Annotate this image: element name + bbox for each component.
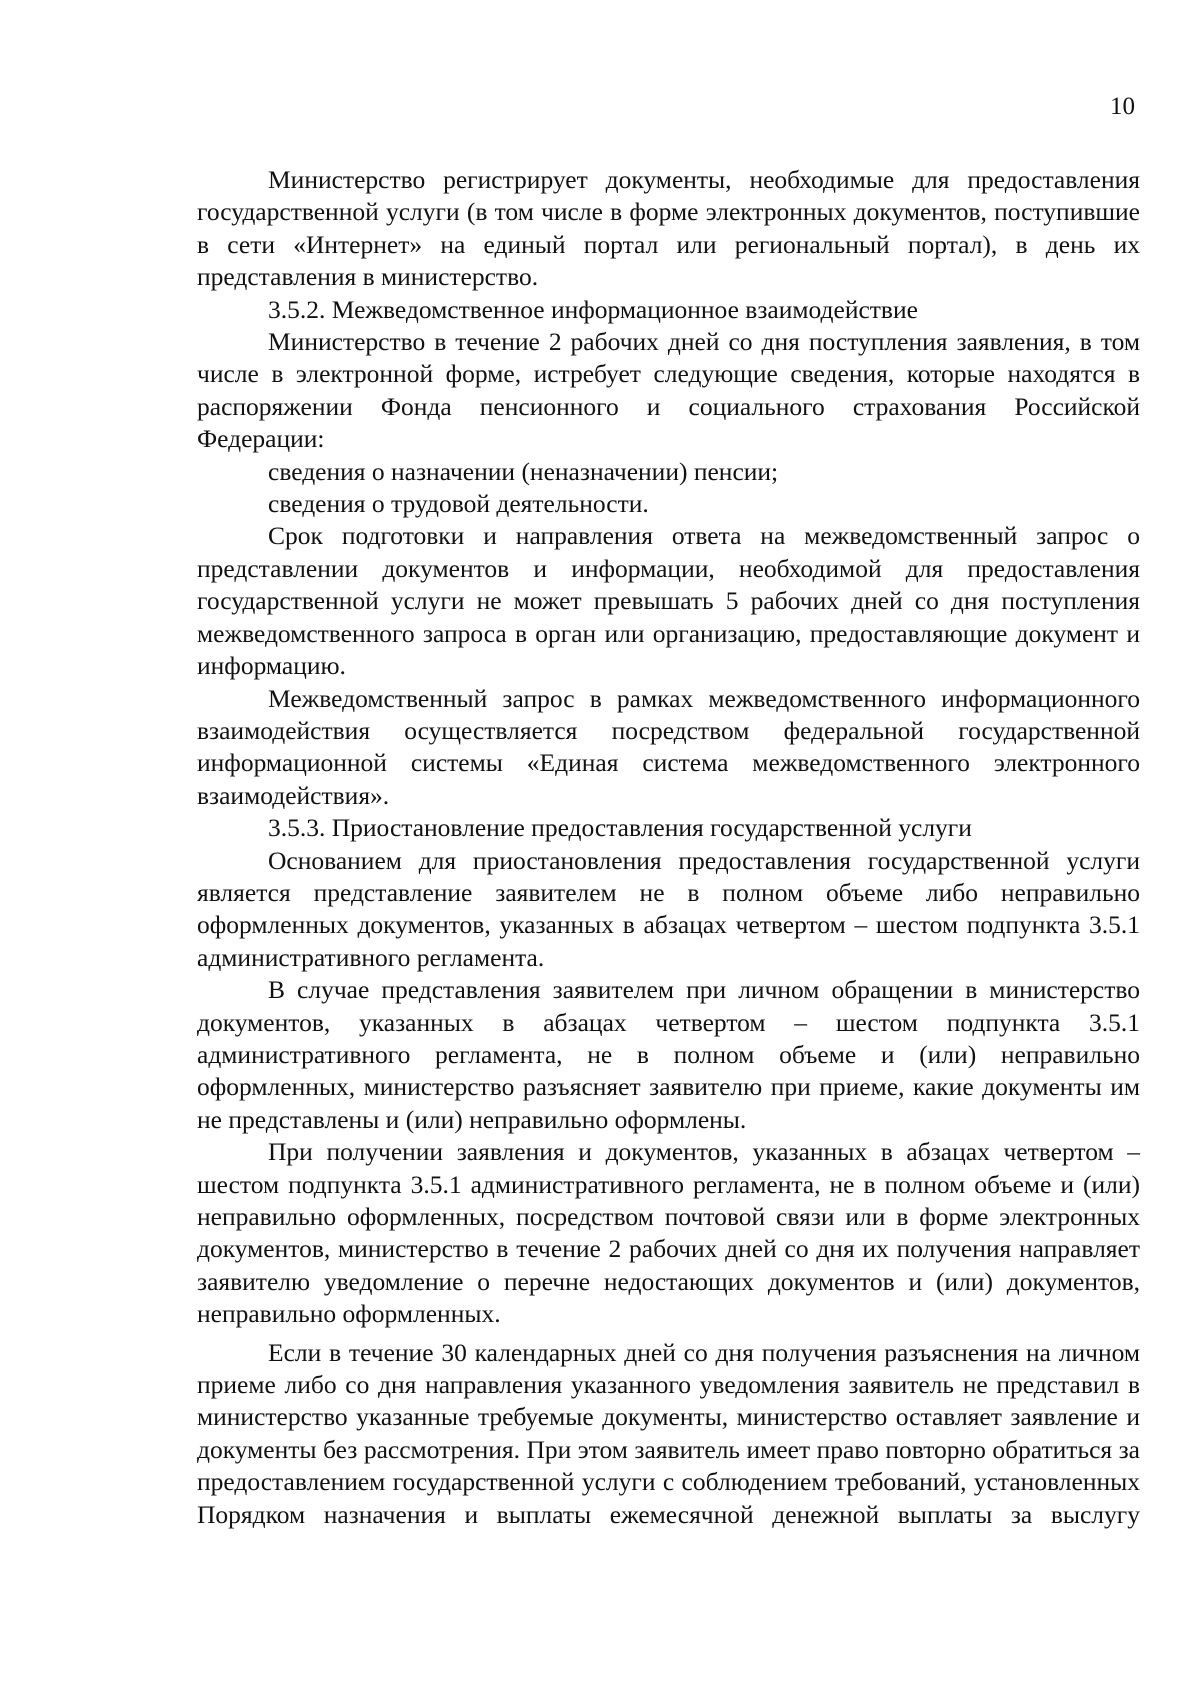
document-body	[197, 164, 1140, 1531]
page-number: 10	[1110, 93, 1135, 120]
paragraph-response-deadline: Срок подготовки и направления ответа на межведомственный запрос о представлении документов и информации, необходимой для предоставления государственной услуги не может превышать 5 рабочих дней со дня поступления межведомственного запроса в орган или организацию, предоставляющие документ и информацию.	[197, 521, 1140, 681]
paragraph-postal-electronic: При получении заявления и документов, указанных в абзацах четвертом – шестом подпункта 3.5.1 административного регламента, не в полном объеме и (или) неправильно оформленных, посредством почтовой связи или в форме электронных документов, министерство в течение 2 рабочих дней со дня их получения направляет заявителю уведомление о перечне недостающих документов и (или) документов, неправильно оформленных.	[197, 1137, 1140, 1329]
list-item-pension-info: сведения о назначении (неназначении) пенсии;	[268, 456, 779, 486]
section-heading-3-5-3: 3.5.3. Приостановление предоставления государственной услуги	[268, 813, 972, 843]
paragraph-personal-visit: В случае представления заявителем при личном обращении в министерство документов, указанных в абзацах четвертом – шестом подпункта 3.5.1 административного регламента, не в полном объеме и (или) неправильно оформленных, министерство разъясняет заявителю при приеме, какие документы им не представлены и (или) неправильно оформлены.	[197, 975, 1140, 1134]
paragraph-smev-system: Межведомственный запрос в рамках межведомственного информационного взаимодействия осуществляется посредством федеральной государственной информационной системы «Единая система межведомственного электронного взаимодействия».	[197, 683, 1140, 810]
section-heading-3-5-2: 3.5.2. Межведомственное информационное взаимодействие	[268, 294, 918, 324]
paragraph-30-days: Если в течение 30 календарных дней со дня получения разъяснения на личном приеме либо со дня направления указанного уведомления заявитель не представил в министерство указанные требуемые документы, министерство оставляет заявление и документы без рассмотрения. При этом заявитель имеет право повторно обратиться за предоставлением государственной услуги с соблюдением требований, установленных Порядком назначения и выплаты ежемесячной денежной выплаты за выслугу	[197, 1337, 1140, 1529]
paragraph-registration: Министерство регистрирует документы, необходимые для предоставления государственной услуги (в том числе в форме электронных документов, поступившие в сети «Интернет» на единый портал или региональный портал), в день их представления в министерство.	[197, 165, 1140, 292]
list-item-labor-info: сведения о трудовой деятельности.	[268, 489, 649, 519]
paragraph-suspension-grounds: Основанием для приостановления предоставления государственной услуги является представление заявителем не в полном объеме либо неправильно оформленных документов, указанных в абзацах четвертом – шестом подпункта 3.5.1 административного регламента.	[197, 845, 1140, 972]
paragraph-interagency-request: Министерство в течение 2 рабочих дней со дня поступления заявления, в том числе в электронной форме, истребует следующие сведения, которые находятся в распоряжении Фонда пенсионного и социального страхования Российской Федерации:	[197, 327, 1140, 454]
